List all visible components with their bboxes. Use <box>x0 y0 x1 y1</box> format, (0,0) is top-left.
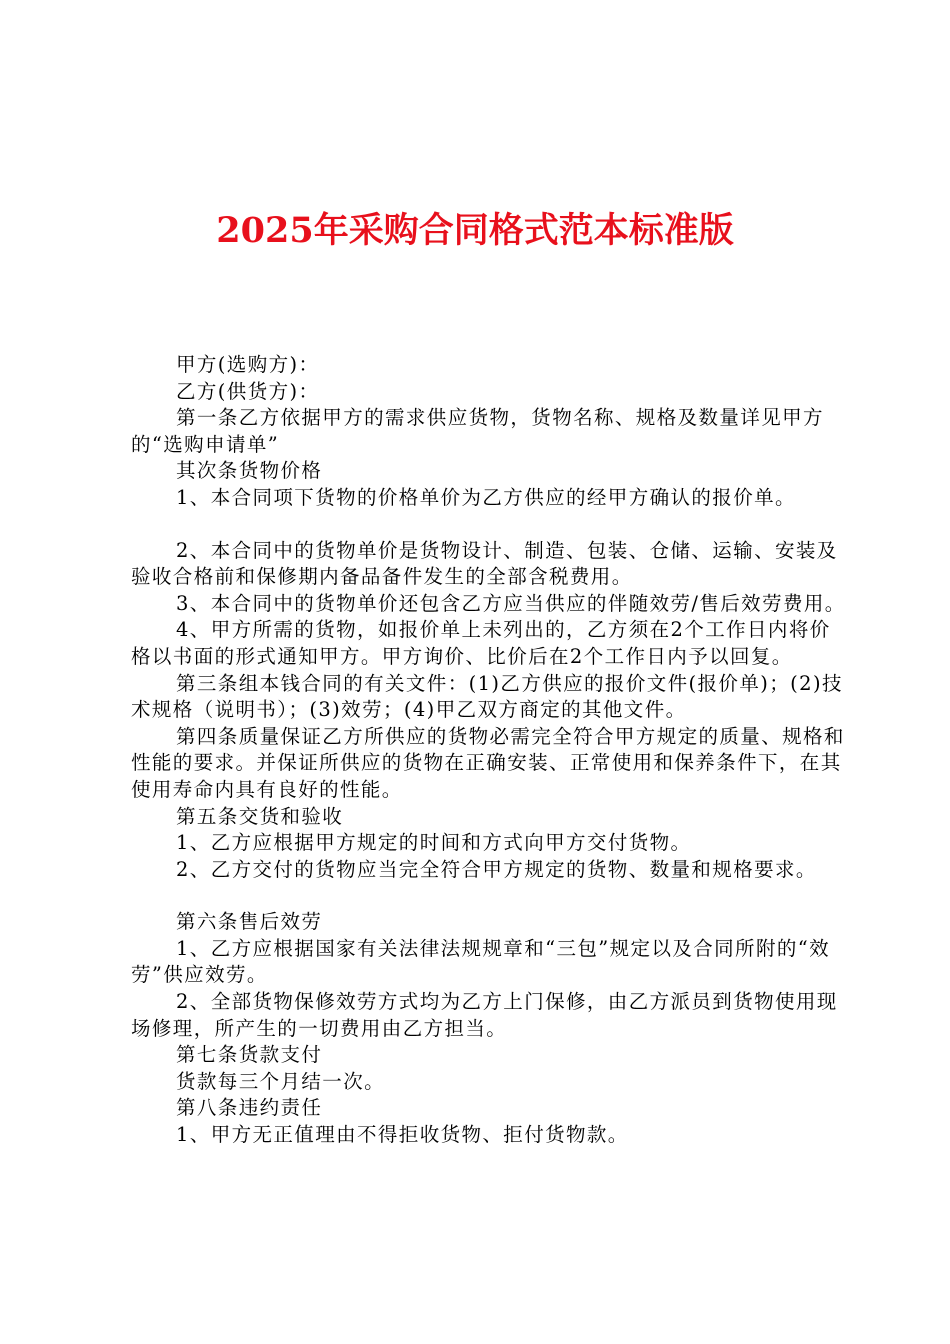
article-3: 第三条组本钱合同的有关文件：(1)乙方供应的报价文件(报价单)；(2)技术规格（说明书）；(3)效劳；(4)甲乙双方商定的其他文件。 <box>131 671 843 722</box>
article-1: 第一条乙方依据甲方的需求供应货物，货物名称、规格及数量详见甲方的“选购申请单” <box>131 406 824 456</box>
article-4: 第四条质量保证乙方所供应的货物必需完全符合甲方规定的质量、规格和性能的要求。并保证所供应的货物在正确安装、正常使用和保养条件下，在其使用寿命内具有良好的性能。 <box>131 724 845 801</box>
article-2-item-4: 4、甲方所需的货物，如报价单上未列出的，乙方须在2个工作日内将价格以书面的形式通知甲方。甲方询价、比价后在2个工作日内予以回复。 <box>131 618 831 668</box>
article-6-heading: 第六条售后效劳 <box>176 910 323 934</box>
article-5-heading: 第五条交货和验收 <box>176 804 344 828</box>
article-8-heading: 第八条违约责任 <box>176 1096 323 1120</box>
article-6-item-2: 2、全部货物保修效劳方式均为乙方上门保修，由乙方派员到货物使用现场修理，所产生的一切费用由乙方担当。 <box>131 990 838 1040</box>
party-a-line: 甲方(选购方)： <box>176 353 320 376</box>
article-2-item-2: 2、本合同中的货物单价是货物设计、制造、包装、仓储、运输、安装及验收合格前和保修期内备品备件发生的全部含税费用。 <box>131 538 838 589</box>
article-5-item-2: 2、乙方交付的货物应当完全符合甲方规定的货物、数量和规格要求。 <box>176 857 817 881</box>
article-2-item-1: 1、本合同项下货物的价格单价为乙方供应的经甲方确认的报价单。 <box>176 485 796 509</box>
article-2-item-3: 3、本合同中的货物单价还包含乙方应当供应的伴随效劳/售后效劳费用。 <box>176 591 846 615</box>
article-5-item-1: 1、乙方应根据甲方规定的时间和方式向甲方交付货物。 <box>176 831 692 855</box>
article-2-heading: 其次条货物价格 <box>176 459 323 483</box>
article-7-heading: 第七条货款支付 <box>176 1043 323 1067</box>
article-8-item-1: 1、甲方无正值理由不得拒收货物、拒付货物款。 <box>176 1123 629 1147</box>
party-b-line: 乙方(供货方)： <box>176 379 320 403</box>
article-6-item-1: 1、乙方应根据国家有关法律法规规章和“三包”规定以及合同所附的“效劳”供应效劳。 <box>131 936 831 987</box>
article-7-text: 货款每三个月结一次。 <box>176 1069 386 1093</box>
document-title: 2025年采购合同格式范本标准版 <box>216 210 734 251</box>
document-body <box>131 352 847 1149</box>
